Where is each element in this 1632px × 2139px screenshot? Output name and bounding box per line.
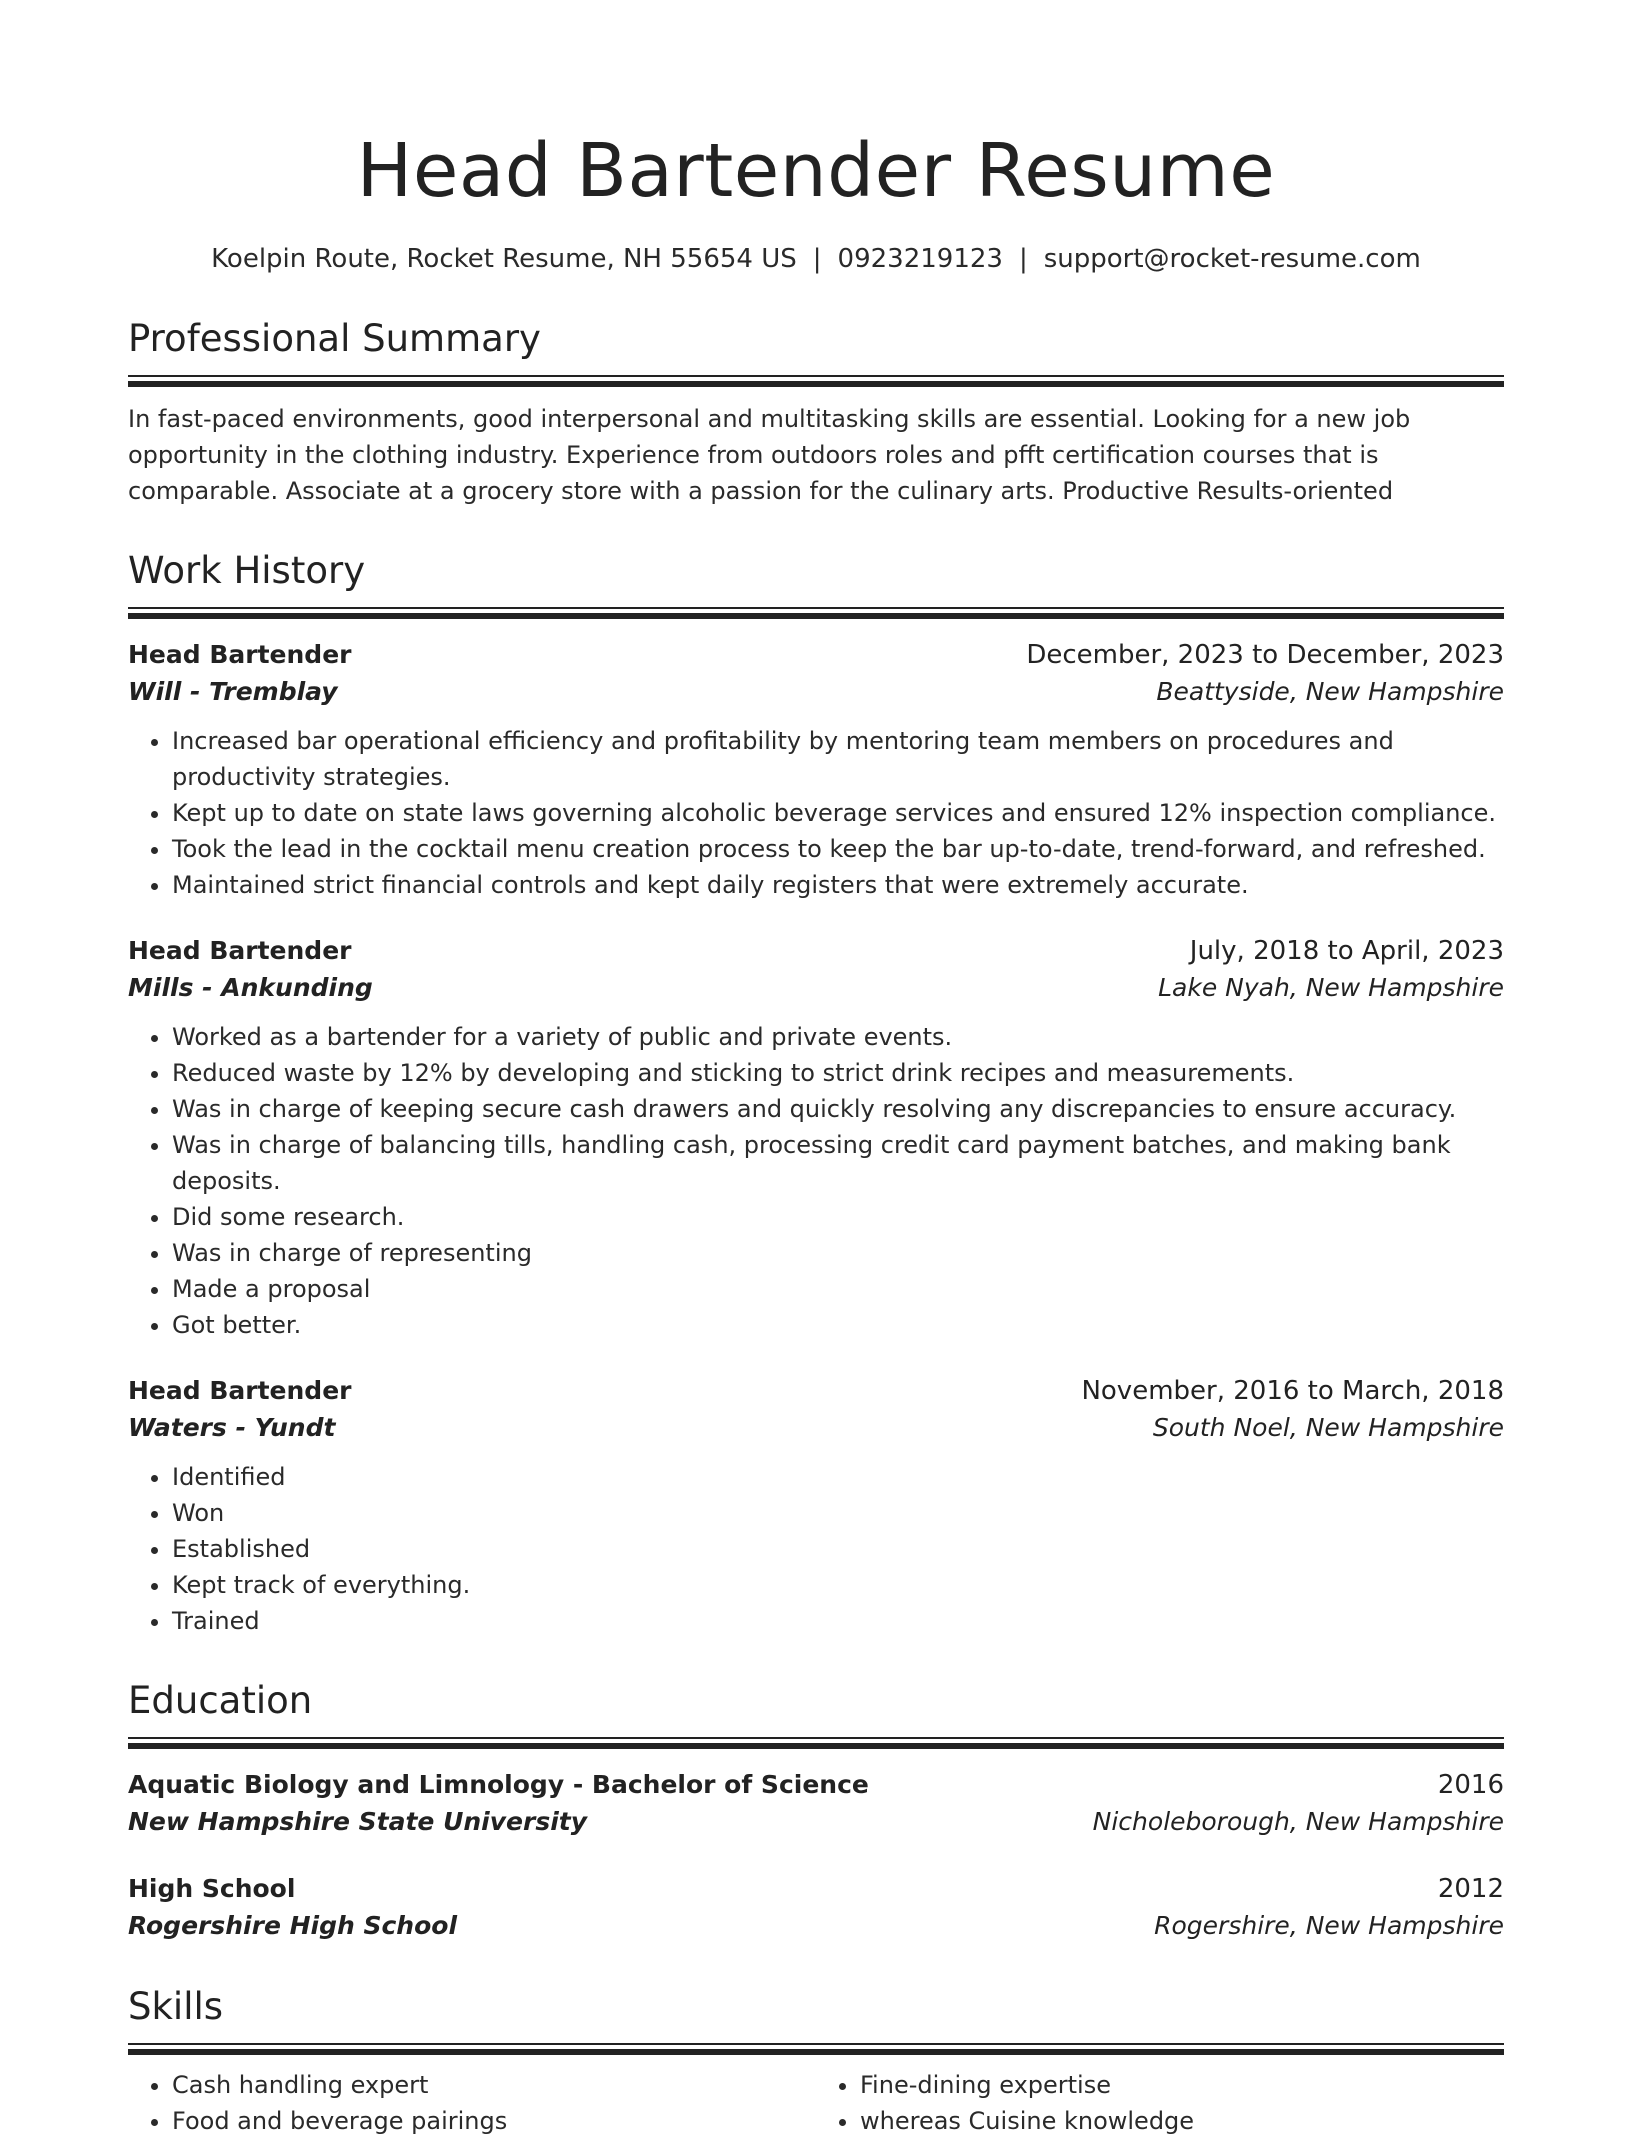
job-bullets — [128, 1019, 1504, 1343]
job-bullet: • Reduced waste by 12% by developing and sticking to strict drink recipes and measurements. — [172, 1055, 1504, 1091]
job-bullet: • Was in charge of representing — [172, 1235, 1504, 1271]
job-bullet: • Maintained strict financial controls and kept daily registers that were extremely accurate. — [172, 867, 1504, 903]
job-title: Head Bartender — [128, 640, 352, 669]
job-bullet: • Identified — [172, 1459, 1504, 1495]
skill-item: • Fine-dining expertise — [860, 2067, 1504, 2103]
section-heading-summary: Professional Summary — [128, 317, 541, 360]
job-bullet: • Was in charge of balancing tills, handling cash, processing credit card payment batches, and making bank deposits. — [172, 1127, 1504, 1199]
job-location: Lake Nyah, New Hampshire — [1158, 973, 1504, 1002]
section-divider — [128, 607, 1504, 619]
skills-grid — [128, 2067, 1504, 2139]
job-location: Beattyside, New Hampshire — [1156, 677, 1504, 706]
education-school: Rogershire High School — [128, 1911, 458, 1940]
section-divider — [128, 2043, 1504, 2055]
page-title: Head Bartender Resume — [356, 128, 1276, 214]
job-entry — [128, 637, 1504, 903]
job-bullet: • Established — [172, 1531, 1504, 1567]
skill-item: • Cash handling expert — [172, 2067, 816, 2103]
education-degree: Aquatic Biology and Limnology - Bachelor of Science — [128, 1770, 869, 1799]
skill-item: • whereas Cuisine knowledge — [860, 2103, 1504, 2139]
job-company: Waters - Yundt — [128, 1413, 336, 1442]
job-bullet: • Kept track of everything. — [172, 1567, 1504, 1603]
job-title: Head Bartender — [128, 936, 352, 965]
contact-address: Koelpin Route, Rocket Resume, NH 55654 US — [211, 244, 797, 274]
skills-column-right — [816, 2067, 1504, 2139]
job-bullet: • Kept up to date on state laws governing alcoholic beverage services and ensured 12% inspection compliance. — [172, 795, 1504, 831]
job-company: Will - Tremblay — [128, 677, 338, 706]
education-entry — [128, 1767, 1504, 1841]
education-year: 2012 — [1437, 1874, 1504, 1904]
education-year: 2016 — [1437, 1770, 1504, 1800]
job-location: South Noel, New Hampshire — [1152, 1413, 1504, 1442]
job-bullet: • Was in charge of keeping secure cash drawers and quickly resolving any discrepancies to ensure accuracy. — [172, 1091, 1504, 1127]
education-school: New Hampshire State University — [128, 1807, 588, 1836]
job-bullet: • Did some research. — [172, 1199, 1504, 1235]
job-bullet: • Made a proposal — [172, 1271, 1504, 1307]
contact-separator: | — [812, 244, 822, 274]
contact-email: support@rocket-resume.com — [1043, 244, 1421, 274]
job-bullet: • Worked as a bartender for a variety of public and private events. — [172, 1019, 1504, 1055]
job-bullet: • Got better. — [172, 1307, 1504, 1343]
skill-item: • Food and beverage pairings — [172, 2103, 816, 2139]
contact-line — [128, 241, 1504, 277]
contact-separator: | — [1018, 244, 1028, 274]
contact-phone: 0923219123 — [837, 244, 1003, 274]
job-bullet: • Won — [172, 1495, 1504, 1531]
section-divider — [128, 1737, 1504, 1749]
job-bullet: • Took the lead in the cocktail menu creation process to keep the bar up-to-date, trend-forward, and refreshed. — [172, 831, 1504, 867]
job-dates: November, 2016 to March, 2018 — [1081, 1376, 1504, 1406]
section-divider — [128, 375, 1504, 387]
job-bullets — [128, 723, 1504, 903]
job-dates: December, 2023 to December, 2023 — [1026, 640, 1504, 670]
job-company: Mills - Ankunding — [128, 973, 373, 1002]
job-bullet: • Increased bar operational efficiency and profitability by mentoring team members on procedures and productivity strategies. — [172, 723, 1504, 795]
skills-column-left — [128, 2067, 816, 2139]
education-entry — [128, 1871, 1504, 1945]
summary-text: In fast-paced environments, good interpersonal and multitasking skills are essential. Looking for a new job opportunity in the clothing industry. Experience from outdoors roles and pfft certification courses that is comparable. Associate at a grocery store with a passion for the culinary arts. Productive Results-oriented — [128, 405, 1411, 505]
job-bullets — [128, 1459, 1504, 1639]
section-heading-skills: Skills — [128, 1985, 224, 2028]
job-title: Head Bartender — [128, 1376, 352, 1405]
education-degree: High School — [128, 1874, 296, 1903]
job-entry — [128, 1373, 1504, 1639]
section-heading-work: Work History — [128, 549, 366, 592]
job-entry — [128, 933, 1504, 1343]
section-heading-education: Education — [128, 1679, 313, 1722]
job-bullet: • Trained — [172, 1603, 1504, 1639]
education-location: Rogershire, New Hampshire — [1154, 1911, 1504, 1940]
education-location: Nicholeborough, New Hampshire — [1092, 1807, 1504, 1836]
job-dates: July, 2018 to April, 2023 — [1189, 936, 1504, 966]
